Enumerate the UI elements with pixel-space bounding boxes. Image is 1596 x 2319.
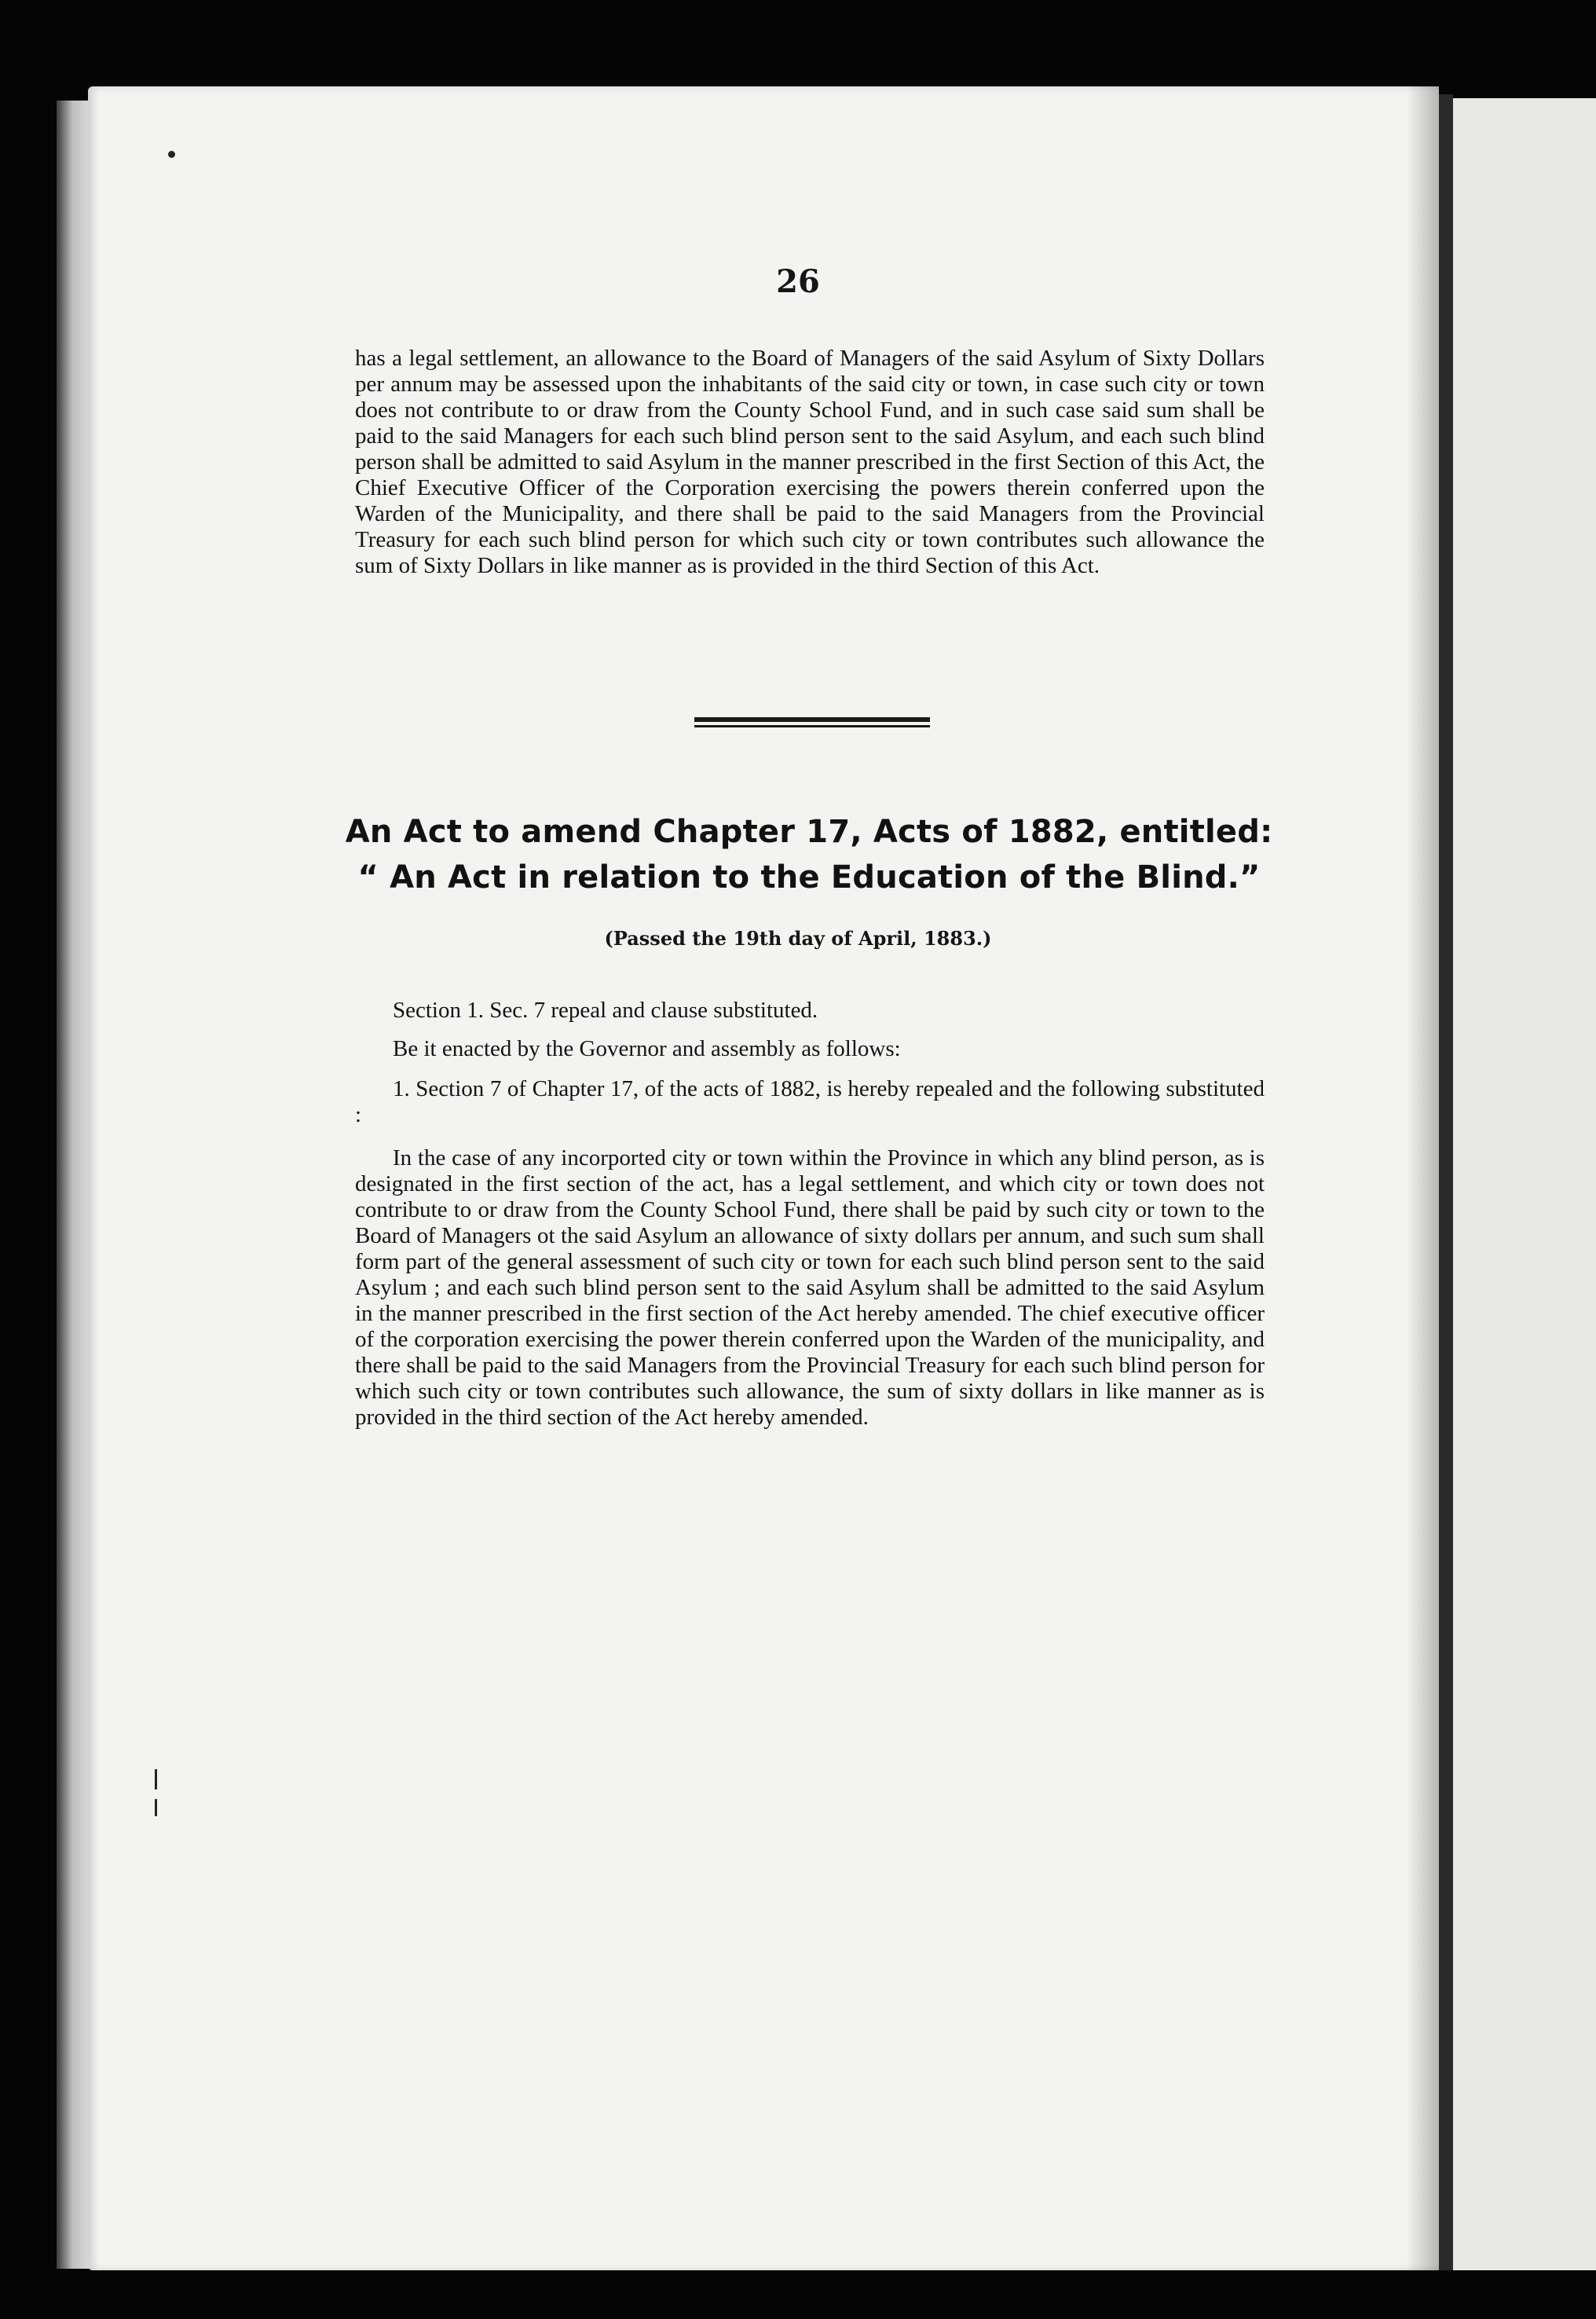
act-title [338,809,1280,900]
section-1-text: 1. Section 7 of Chapter 17, of the acts of 1882, is hereby repealed and the following substituted : [355,1076,1265,1127]
substituted-section-text: In the case of any incorported city or town within the Province in which any blind person, as is designated in the first section of the act, has a legal settlement, and which city or town does not contribute to or draw from the County School Fund, there shall be paid by such city or town to the Board of Managers ot the said Asylum an allowance of sixty dollars per annum, and such sum shall form part of the general assessment of such city or town for each such blind person sent to the said Asylum ; and each such blind person sent to the said Asylum shall be admitted to the said Asylum in the manner prescribed in the first section of the Act hereby amended. The chief executive officer of the corporation exercising the power therein conferred upon the Warden of the municipality, and there shall be paid to the said Managers from the Provincial Treasury for each such blind person for which such city or town contributes such allowance, the sum of sixty dollars in like manner as is provided in the third section of the Act hereby amended. [355,1145,1265,1430]
page-number: 26 [776,263,820,300]
passed-date: (Passed the 19th day of April, 1883.) [604,927,992,950]
act-title-line-2: “ An Act in relation to the Education of the Blind.” [357,859,1261,896]
gutter-shadow [1406,86,1439,2270]
intro-paragraph: has a legal settlement, an allowance to the Board of Managers of the said Asylum of Sixty Dollars per annum may be assessed upon the inhabitants of the said city or town, in case such city or town does not contribute to or draw from the County School Fund, and in such case said sum shall be paid to the said Managers for each such blind person sent to the said Asylum, and each such blind person shall be admitted to said Asylum in the manner prescribed in the first Section of this Act, the Chief Executive Officer of the Corporation exercising the powers therein conferred upon the Warden of the Municipality, and there shall be paid to the said Managers from the Provincial Treasury for each such blind person for which such city or town contributes such allowance the sum of Sixty Dollars in like manner as is provided in the third Section of this Act. [355,346,1265,578]
scan-speck [168,151,175,158]
facing-page-edge [1453,98,1596,2270]
scan-speck [155,1769,157,1790]
section-divider [694,717,930,728]
scan-speck [155,1799,157,1816]
section-summary: Section 1. Sec. 7 repeal and clause substituted. [393,998,818,1023]
act-title-line-1: An Act to amend Chapter 17, Acts of 1882, entitled: [345,814,1273,850]
binding-gutter [1439,94,1453,2270]
enacting-clause: Be it enacted by the Governor and assembly as follows: [393,1036,901,1061]
